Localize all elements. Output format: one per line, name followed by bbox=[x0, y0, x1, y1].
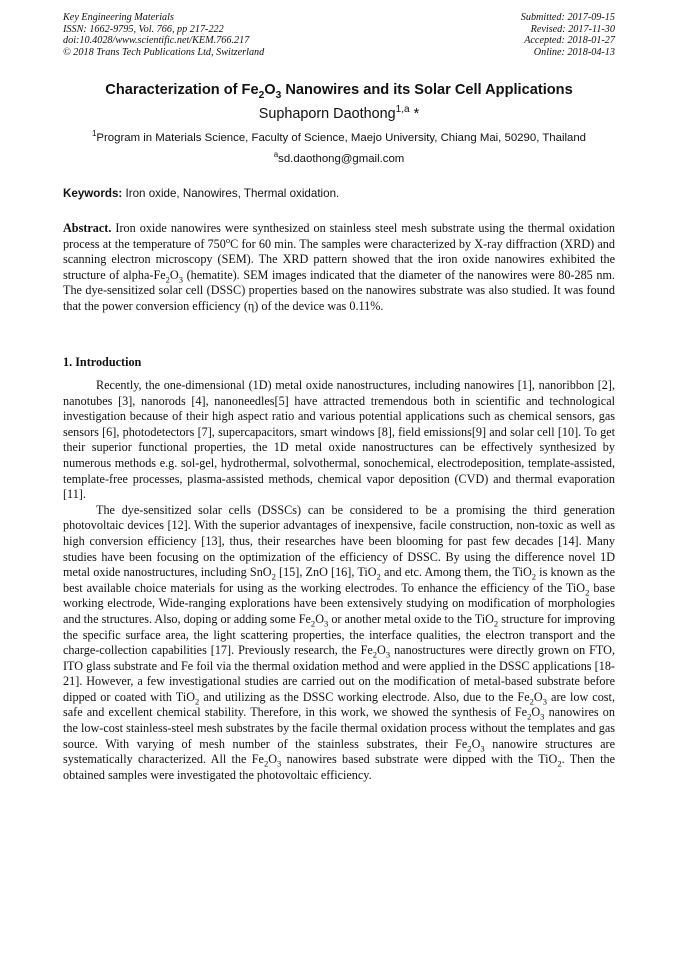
online-date: Online: 2018-04-13 bbox=[533, 46, 615, 58]
journal-header-left bbox=[63, 12, 264, 58]
author-name: Suphaporn Daothong bbox=[258, 106, 396, 122]
journal-header-right bbox=[521, 12, 615, 58]
submitted-date: Submitted: 2017-09-15 bbox=[520, 12, 615, 23]
issn-line: ISSN: 1662-9795, Vol. 766, pp 217-222 bbox=[63, 23, 224, 35]
paper-title: Characterization of $Fe_2O_3$ Nanowires and its Solar Cell Applications bbox=[105, 82, 573, 101]
keywords: Keywords: Iron oxide, Nanowires, Thermal oxidation. bbox=[63, 187, 340, 200]
corresponding-mark: * bbox=[409, 106, 420, 122]
abstract: Abstract. Iron oxide nanowires were synthesized on stainless steel mesh substrate using the thermal oxidation process at the temperature of 750$^o$C for 60 min. The samples were characterized by X-ray diffraction (XRD) and scanning electron microscopy (SEM). The XRD pattern showed that the iron oxide nanowires exhibited the structure of alpha-$Fe_2O_3$ (hematite). SEM images indicated that the diameter of the nanowires were 80-285 nm. The dye-sensitized solar cell (DSSC) properties based on the nanowires substrate was also studied. It was found that the power conversion efficiency (η) of the device was 0.11%. bbox=[63, 221, 615, 313]
author-email[interactable]: $^a$sd.daothong@gmail.com bbox=[273, 150, 405, 165]
introduction-body bbox=[63, 378, 615, 783]
abstract-label: Abstract. bbox=[63, 221, 112, 235]
journal-name: Key Engineering Materials bbox=[63, 12, 174, 23]
accepted-date: Accepted: 2018-01-27 bbox=[524, 35, 615, 47]
doi-line: doi:10.4028/www.scientific.net/KEM.766.217 bbox=[63, 35, 250, 47]
copyright-line: © 2018 Trans Tech Publications Ltd, Switzerland bbox=[63, 46, 265, 58]
paragraph-1: Recently, the one-dimensional (1D) metal oxide nanostructures, including nanowires [1], nanoribbon [2], nanotubes [3], nanorods [4], nanoneedles[5] have attracted tremendous both in scientific and technological investigation because of their high aspect ratio and various potential applications such as chemical sensors, gas sensors [6], photodetectors [7], supercapacitors, smart windows [8], field emissions[9] and solar cell [10]. To get their superior functional properties, the 1D metal oxide nanostructures can be effectively synthesized by numerous methods e.g. sol-gel, hydrothermal, solvothermal, sonochemical, electrodeposition, template-assisted, template-free processes, plasma-assisted methods, chemical vapor deposition (CVD) and thermal evaporation [11]. bbox=[63, 378, 615, 502]
paragraph-2: The dye-sensitized solar cells (DSSCs) can be considered to be a promising the third generation photovoltaic devices [12]. With the superior advantages of inexpensive, facile construction, non-toxic as well as high conversion efficiency [13], thus, their researches have been blooming for past few decades [14]. Many studies have been focusing on the optimization of the efficiency of DSSC. By using the difference novel 1D metal oxide nanostructures, including SnO$_2$ [15], ZnO [16], TiO$_2$ and etc. Among them, the TiO$_2$ is known as the best available choice materials for using as the working electrodes. To enhance the efficiency of the TiO$_2$ base working electrode, Wide-ranging explorations have been extensively studying on modification of morphologies and the structures. Also, doping or adding some $Fe_2O_3$ or another metal oxide to the TiO$_2$ structure for improving the specific surface area, the light scattering properties, the interface qualities, the electron transport and the charge-collection capabilities [17]. Previously research, the $Fe_2O_3$ nanostructures were directly grown on FTO, ITO glass substrate and Fe foil via the thermal oxidation method and were applied in the DSSC applications [18-21]. However, a few investigational studies are carried out on the modification of metal-based substrate before dipped or coated with TiO$_2$ and utilizing as the DSSC working electrode. Also, due to the $Fe_2O_3$ are low cost, safe and excellent chemical stability. Therefore, in this work, we showed the synthesis of $Fe_2O_3$ nanowires on the low-cost stainless-steel mesh substrates by the facile thermal oxidation process without the templates and gas source. With varying of mesh number of the stainless substrates, their $Fe_2O_3$ nanowire structures are systematically characterized. All the $Fe_2O_3$ nanowires based substrate were dipped with the TiO$_2$. Then the obtained samples were investigated the photovoltaic efficiency. bbox=[63, 502, 616, 782]
affiliation: $^1$Program in Materials Science, Faculty of Science, Maejo University, Chiang Mai, 50290, Thailand bbox=[91, 129, 587, 144]
revised-date: Revised: 2017-11-30 bbox=[530, 23, 615, 35]
author-line: Suphaporn Daothong$^{1,a}$ * bbox=[258, 104, 420, 122]
section-heading-introduction: 1. Introduction bbox=[63, 355, 142, 369]
keywords-label: Keywords: bbox=[63, 187, 123, 200]
